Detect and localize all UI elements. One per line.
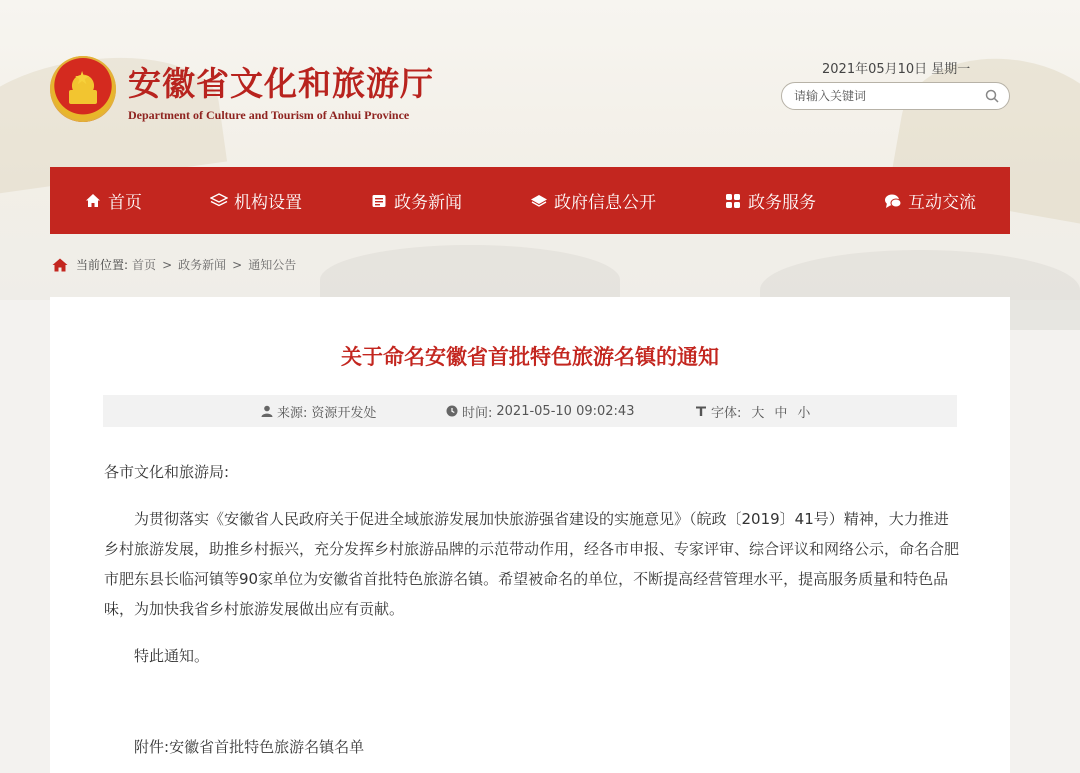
search-icon[interactable] — [985, 89, 999, 103]
nav-item-home[interactable] — [84, 188, 142, 213]
attachment-link[interactable]: 安徽省首批特色旅游名镇名单 — [169, 738, 365, 756]
article-source — [261, 402, 376, 421]
font-label: 字体: — [711, 405, 742, 421]
grid-icon — [724, 192, 742, 210]
source-value: 资源开发处 — [311, 405, 377, 421]
article-title: 关于命名安徽省首批特色旅游名镇的通知 — [341, 345, 719, 369]
breadcrumb-home[interactable]: 首页 — [132, 258, 157, 272]
site-subtitle: Department of Culture and Tourism of Anhui Province — [128, 108, 410, 122]
search-box[interactable] — [781, 82, 1010, 110]
nav-label: 政务新闻 — [394, 193, 462, 213]
nav-label: 机构设置 — [234, 193, 302, 213]
site-title[interactable]: 安徽省文化和旅游厅 — [128, 64, 434, 103]
font-size-small[interactable]: 小 — [797, 405, 811, 421]
search-input[interactable] — [794, 87, 974, 105]
chat-icon — [884, 192, 902, 210]
nav-label: 互动交流 — [908, 193, 976, 213]
header-background — [0, 0, 1080, 300]
article-salutation: 各市文化和旅游局: — [104, 463, 230, 481]
text-size-icon — [695, 405, 707, 417]
clock-icon — [446, 405, 458, 417]
nav-item-services[interactable] — [724, 188, 816, 213]
breadcrumb-separator: > — [162, 257, 173, 272]
nav-label: 政务服务 — [748, 193, 816, 213]
font-size-control — [695, 402, 810, 421]
home-icon — [52, 258, 68, 272]
breadcrumb-notices[interactable]: 通知公告 — [248, 258, 297, 272]
breadcrumb — [52, 256, 296, 273]
article-time — [446, 402, 634, 421]
current-date: 2021年05月10日 星期一 — [822, 62, 971, 77]
main-nav — [50, 167, 1010, 234]
breadcrumb-separator: > — [232, 257, 243, 272]
news-icon — [370, 192, 388, 210]
article-meta-bar — [103, 395, 957, 427]
nav-label: 首页 — [108, 193, 142, 213]
font-size-medium[interactable]: 中 — [774, 405, 788, 421]
national-emblem-logo: ★ — [50, 56, 116, 122]
font-size-large[interactable]: 大 — [751, 405, 765, 421]
nav-item-news[interactable] — [370, 188, 462, 213]
nav-item-interaction[interactable] — [884, 188, 976, 213]
nav-item-organization[interactable] — [210, 188, 302, 213]
layers-icon — [210, 192, 228, 210]
source-label: 来源: — [277, 405, 308, 421]
user-icon — [261, 405, 273, 417]
breadcrumb-label: 当前位置: — [76, 258, 129, 272]
nav-item-info-disclosure[interactable] — [530, 188, 656, 213]
home-icon — [84, 192, 102, 210]
nav-label: 政府信息公开 — [554, 193, 656, 213]
breadcrumb-news[interactable]: 政务新闻 — [178, 258, 227, 272]
article-closing: 特此通知。 — [134, 647, 210, 665]
article-card — [50, 297, 1010, 773]
article-attachment — [104, 732, 962, 762]
article-paragraph: 为贯彻落实《安徽省人民政府关于促进全域旅游发展加快旅游强省建设的实施意见》（皖政〔2019〕41号）精神，大力推进乡村旅游发展，助推乡村振兴，充分发挥乡村旅游品牌的示范带动作用，经各市申报、专家评审、综合评议和网络公示，命名合肥市肥东县长临河镇等90家单位为安徽省首批特色旅游名镇。希望被命名的单位，不断提高经营管理水平，提高服务质量和特色品味，为加快我省乡村旅游发展做出应有贡献。 — [104, 510, 960, 618]
attachment-label: 附件: — [134, 738, 170, 756]
stack-icon — [530, 192, 548, 210]
time-value: 2021-05-10 09:02:43 — [496, 403, 635, 419]
time-label: 时间: — [462, 405, 493, 421]
